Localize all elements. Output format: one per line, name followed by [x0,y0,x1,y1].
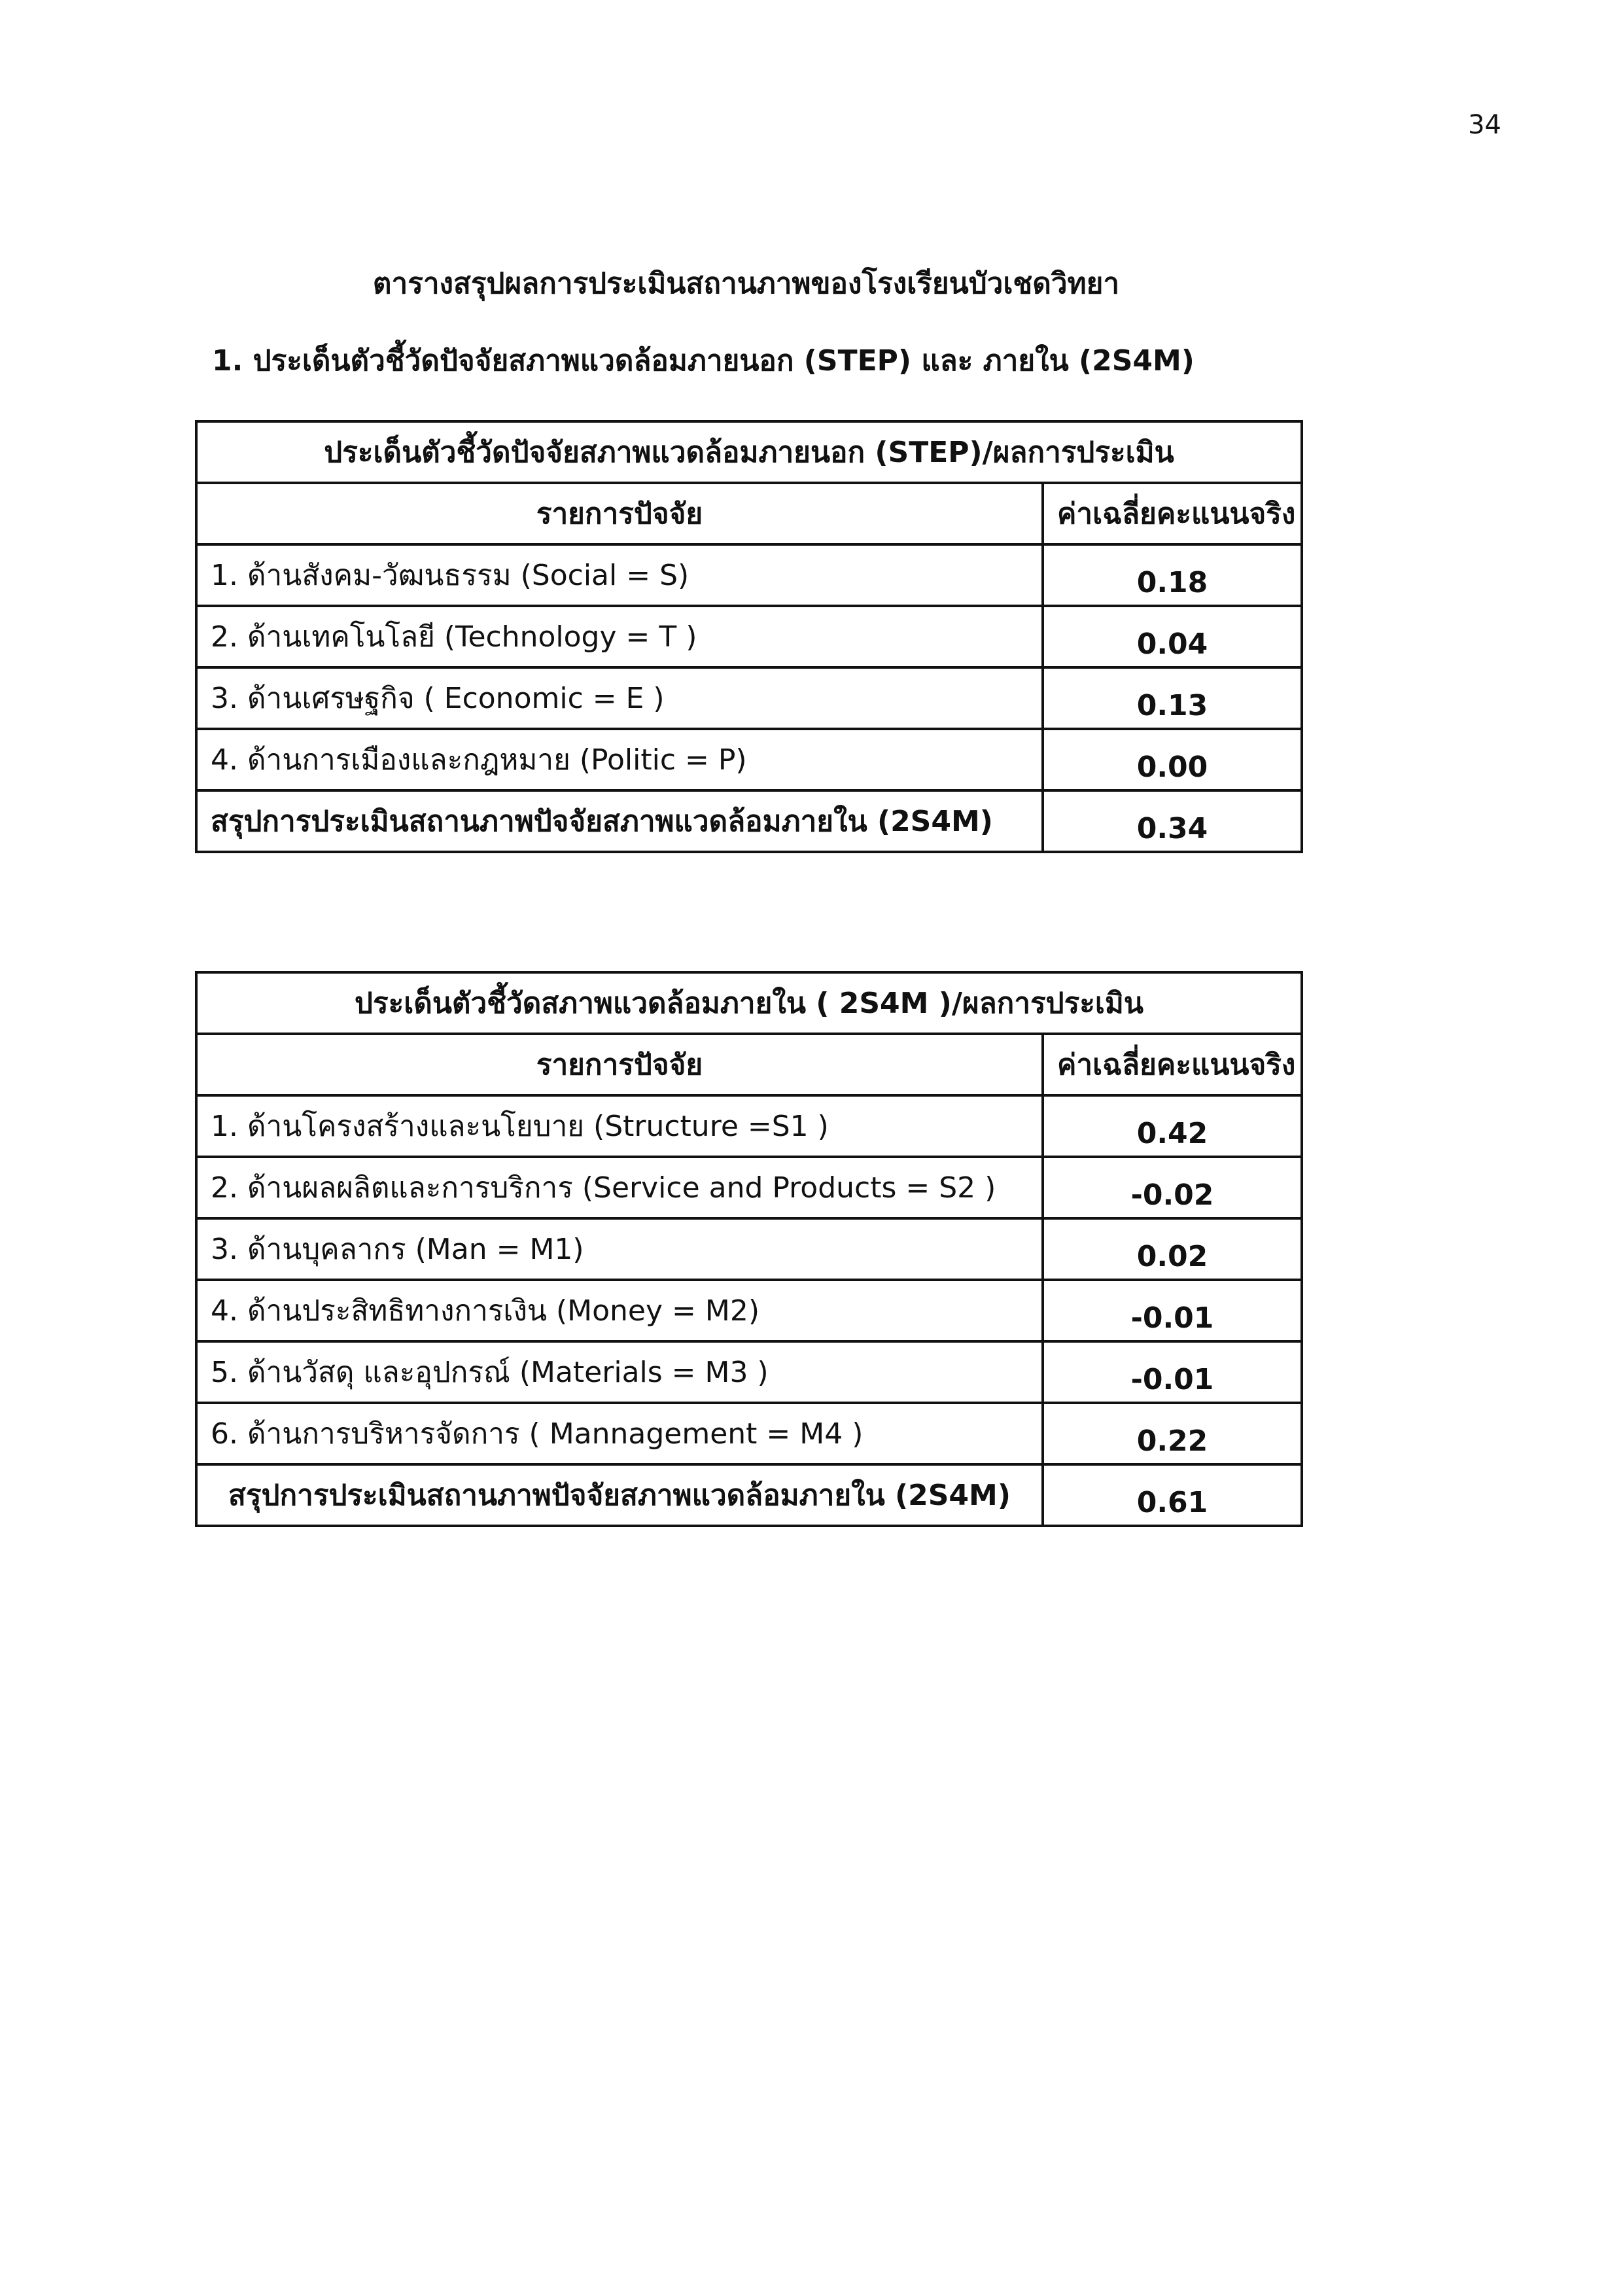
score-value: 0.18 [1043,544,1302,606]
table-caption: ประเด็นตัวชี้วัดสภาพแวดล้อมภายใน ( 2S4M )/ผลการประเมิน [196,972,1302,1034]
score-value: 0.13 [1043,667,1302,729]
factor-label: 4. ด้านการเมืองและกฎหมาย (Politic = P) [196,729,1043,790]
factor-label: 3. ด้านบุคลากร (Man = M1) [196,1218,1043,1280]
summary-label: สรุปการประเมินสถานภาพปัจจัยสภาพแวดล้อมภายใน (2S4M) [196,790,1043,852]
factor-label: 3. ด้านเศรษฐกิจ ( Economic = E ) [196,667,1043,729]
table-header-row [196,1034,1302,1095]
table-row [196,1095,1302,1157]
score-value: 0.42 [1043,1095,1302,1157]
factor-label: 4. ด้านประสิทธิทางการเงิน (Money = M2) [196,1280,1043,1341]
score-value: -0.01 [1043,1280,1302,1341]
table-row [196,1218,1302,1280]
table-caption: ประเด็นตัวชี้วัดปัจจัยสภาพแวดล้อมภายนอก (STEP)/ผลการประเมิน [196,421,1302,483]
table-row [196,1157,1302,1218]
factor-label: 2. ด้านเทคโนโลยี (Technology = T ) [196,606,1043,667]
factor-label: 1. ด้านโครงสร้างและนโยบาย (Structure =S1 ) [196,1095,1043,1157]
score-value: 0.22 [1043,1403,1302,1464]
summary-label: สรุปการประเมินสถานภาพปัจจัยสภาพแวดล้อมภายใน (2S4M) [196,1464,1043,1526]
factor-label: 5. ด้านวัสดุ และอุปกรณ์ (Materials = M3 ) [196,1341,1043,1403]
table-caption-row [196,421,1302,483]
summary-value: 0.61 [1043,1464,1302,1526]
column-header-score: ค่าเฉลี่ยคะแนนจริง [1043,1034,1302,1095]
column-header-factor: รายการปัจจัย [196,1034,1043,1095]
factor-label: 2. ด้านผลผลิตและการบริการ (Service and Products = S2 ) [196,1157,1043,1218]
score-value: -0.02 [1043,1157,1302,1218]
page-number: 34 [1468,110,1501,140]
table-row [196,606,1302,667]
table-row [196,667,1302,729]
table-row [196,729,1302,790]
table-caption-row [196,972,1302,1034]
column-header-score: ค่าเฉลี่ยคะแนนจริง [1043,483,1302,544]
table-row [196,1403,1302,1464]
section-heading: 1. ประเด็นตัวชี้วัดปัจจัยสภาพแวดล้อมภายนอก (STEP) และ ภายใน (2S4M) [212,344,1195,378]
table-row [196,1341,1302,1403]
summary-value: 0.34 [1043,790,1302,852]
table-row [196,1280,1302,1341]
summary-row [196,790,1302,852]
score-value: 0.02 [1043,1218,1302,1280]
summary-row [196,1464,1302,1526]
score-value: 0.00 [1043,729,1302,790]
step-evaluation-table [195,420,1303,853]
factor-label: 6. ด้านการบริหารจัดการ ( Mannagement = M4 ) [196,1403,1043,1464]
score-value: 0.04 [1043,606,1302,667]
table-row [196,544,1302,606]
internal-evaluation-table [195,971,1303,1527]
table-header-row [196,483,1302,544]
document-title: ตารางสรุปผลการประเมินสถานภาพของโรงเรียนบัวเชดวิทยา [372,267,1120,300]
column-header-factor: รายการปัจจัย [196,483,1043,544]
score-value: -0.01 [1043,1341,1302,1403]
factor-label: 1. ด้านสังคม-วัฒนธรรม (Social = S) [196,544,1043,606]
